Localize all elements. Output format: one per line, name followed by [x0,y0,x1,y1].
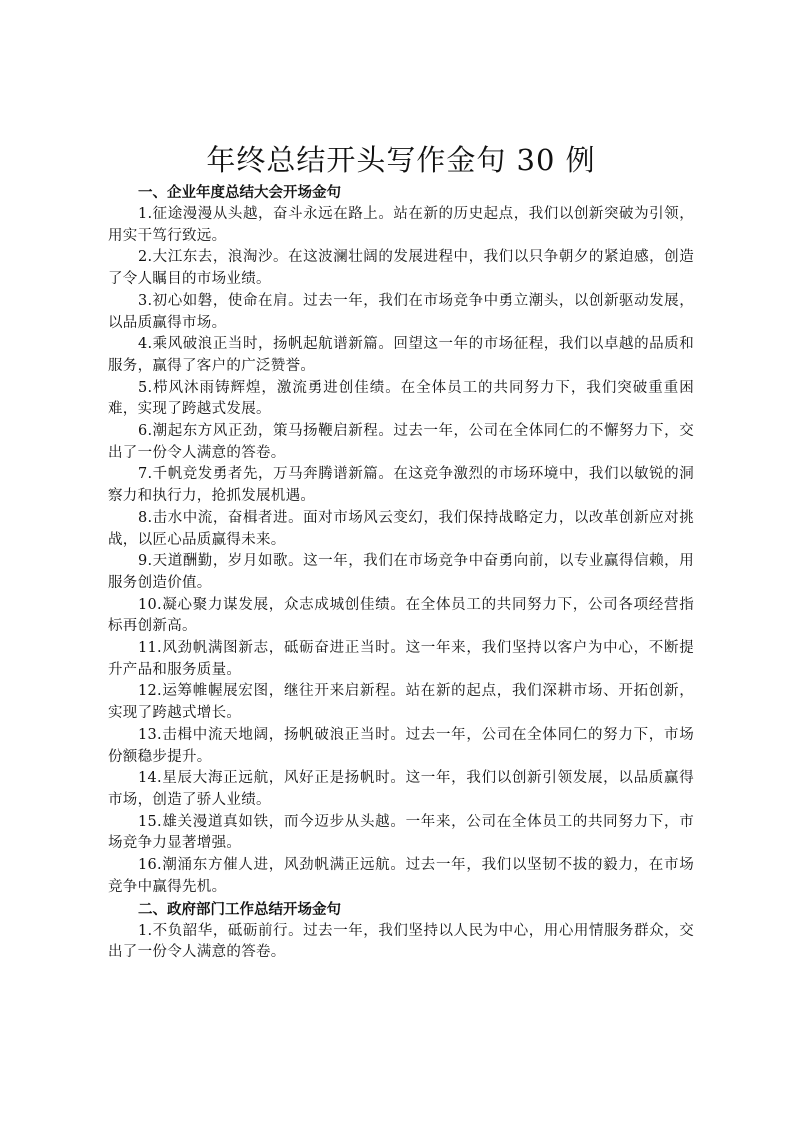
quote-item: 6.潮起东方风正劲，策马扬鞭启新程。过去一年，公司在全体同仁的不懈努力下，交出了一份令人满意的答卷。 [108,423,694,461]
section-government [108,899,694,964]
quote-list [108,921,694,964]
section-heading: 二、政府部门工作总结开场金句 [138,901,341,918]
quote-item: 14.星辰大海正远航，风好正是扬帆时。这一年，我们以创新引领发展，以品质赢得市场，创造了骄人业绩。 [108,770,694,808]
section-enterprise [108,182,694,899]
section-heading: 一、企业年度总结大会开场金句 [138,185,341,201]
quote-item: 2.大江东去，浪淘沙。在这波澜壮阔的发展进程中，我们以只争朝夕的紧迫感，创造了令人瞩目的市场业绩。 [108,249,694,288]
quote-item: 3.初心如磐，使命在肩。过去一年，我们在市场竞争中勇立潮头，以创新驱动发展，以品质赢得市场。 [108,292,694,331]
quote-item: 16.潮涌东方催人进，风劲帆满正远航。过去一年，我们以坚韧不拔的毅力，在市场竞争中赢得先机。 [108,857,694,895]
quote-item: 9.天道酬勤，岁月如歌。这一年，我们在市场竞争中奋勇向前，以专业赢得信赖，用服务创造价值。 [108,553,694,591]
quote-item: 1.征途漫漫从头越，奋斗永远在路上。站在新的历史起点，我们以创新突破为引领，用实干笃行致远。 [108,206,694,244]
quote-item: 7.千帆竞发勇者先，万马奔腾谱新篇。在这竞争激烈的市场环境中，我们以敏锐的洞察力和执行力，抢抓发展机遇。 [108,466,694,505]
quote-item: 12.运筹帷幄展宏图，继往开来启新程。站在新的起点，我们深耕市场、开拓创新，实现了跨越式增长。 [108,683,694,722]
quote-item: 11.风劲帆满图新志，砥砺奋进正当时。这一年来，我们坚持以客户为中心，不断提升产品和服务质量。 [108,640,694,678]
document-content [108,138,694,964]
document-title: 年终总结开头写作金句 30 例 [206,143,596,177]
quote-item: 5.栉风沐雨铸辉煌，激流勇进创佳绩。在全体员工的共同努力下，我们突破重重困难，实现了跨越式发展。 [108,379,694,418]
quote-item: 1.不负韶华，砥砺前行。过去一年，我们坚持以人民为中心，用心用情服务群众，交出了一份令人满意的答卷。 [108,922,694,961]
quote-item: 13.击楫中流天地阔，扬帆破浪正当时。过去一年，公司在全体同仁的努力下，市场份额稳步提升。 [108,726,694,765]
quote-item: 15.雄关漫道真如铁，而今迈步从头越。一年来，公司在全体员工的共同努力下，市场竞争力显著增强。 [108,813,694,852]
quote-list [108,204,694,899]
quote-item: 10.凝心聚力谋发展，众志成城创佳绩。在全体员工的共同努力下，公司各项经营指标再创新高。 [108,596,694,635]
quote-item: 4.乘风破浪正当时，扬帆起航谱新篇。回望这一年的市场征程，我们以卓越的品质和服务，赢得了客户的广泛赞誉。 [108,336,694,374]
quote-item: 8.击水中流，奋楫者进。面对市场风云变幻，我们保持战略定力，以改革创新应对挑战，以匠心品质赢得未来。 [108,509,694,548]
